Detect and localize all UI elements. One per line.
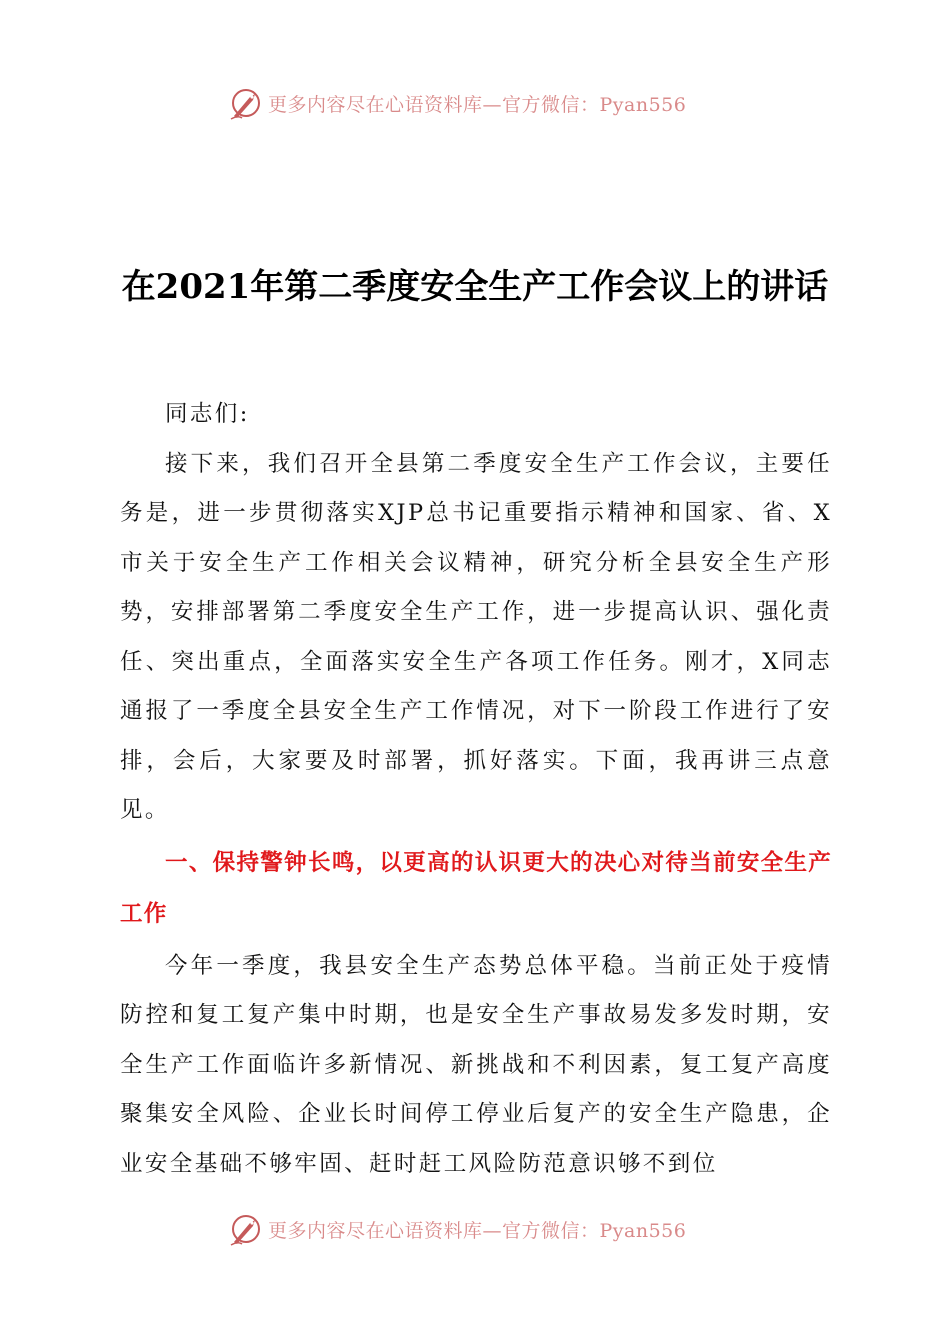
watermark-footer	[228, 1211, 748, 1247]
watermark-header	[228, 85, 748, 121]
document-title: 在2021年第二季度安全生产工作会议上的讲话	[121, 267, 829, 307]
watermark-text: 更多内容尽在心语资料库—官方微信：Pyan556	[268, 1219, 687, 1242]
section-heading-1: 一、保持警钟长鸣，以更高的认识更大的决心对待当前安全生产工作	[120, 849, 832, 927]
intro-paragraph: 接下来，我们召开全县第二季度安全生产工作会议，主要任务是，进一步贯彻落实XJP总书记重要指示精神和国家、省、X市关于安全生产工作相关会议精神，研究分析全县安全生产形势，安排部署第二季度安全生产工作，进一步提高认识、强化责任、突出重点，全面落实安全生产各项工作任务。刚才，X同志通报了一季度全县安全生产工作情况，对下一阶段工作进行了安排，会后，大家要及时部署，抓好落实。下面，我再讲三点意见。	[120, 450, 832, 823]
pen-nib-circle-icon	[228, 85, 264, 121]
watermark-text: 更多内容尽在心语资料库—官方微信：Pyan556	[268, 93, 687, 116]
pen-nib-circle-icon	[228, 1211, 264, 1247]
section-1-paragraph: 今年一季度，我县安全生产态势总体平稳。当前正处于疫情防控和复工复产集中时期，也是安全生产事故易发多发时期，安全生产工作面临许多新情况、新挑战和不利因素，复工复产高度聚集安全风险、企业长时间停工停业后复产的安全生产隐患，企业安全基础不够牢固、赶时赶工风险防范意识够不到位	[120, 952, 832, 1177]
salutation: 同志们:	[165, 401, 250, 427]
document-body	[120, 390, 832, 1189]
